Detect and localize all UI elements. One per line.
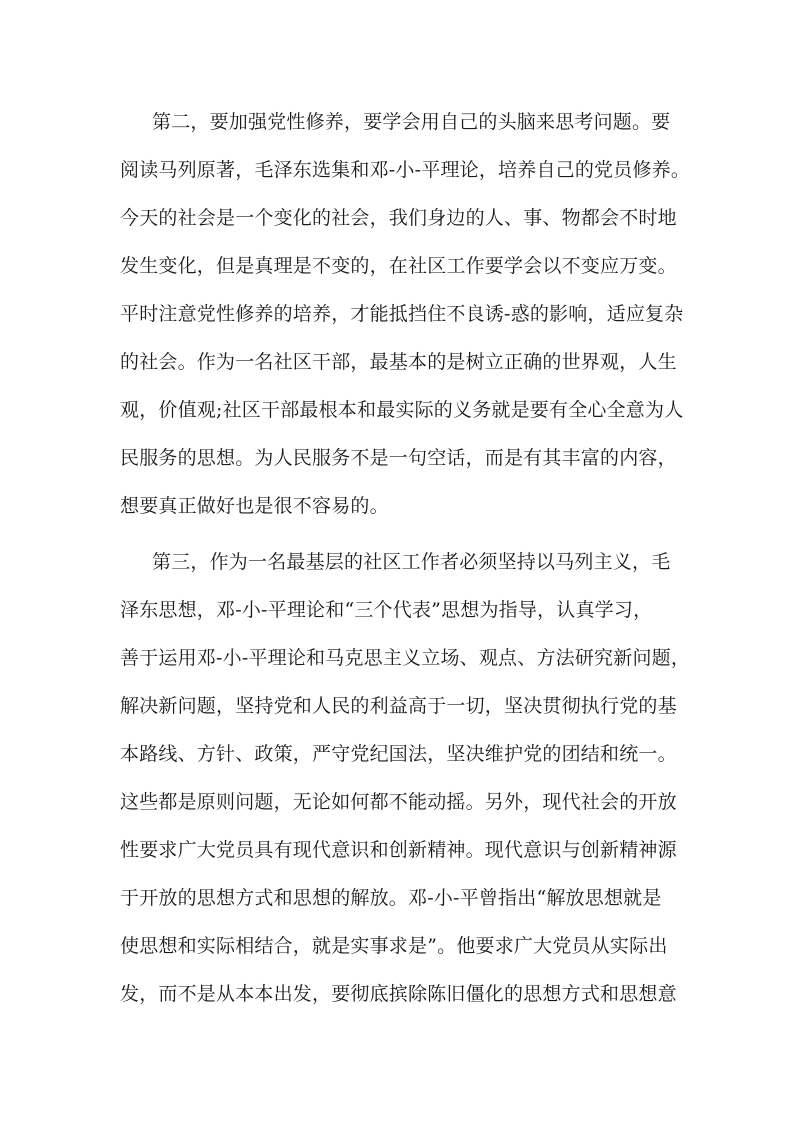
text-line: 解决新问题，坚持党和人民的利益高于一切，坚决贯彻执行党的基: [120, 695, 677, 717]
text-line: 发，而不是从本本出发，要彻底摈除陈旧僵化的思想方式和思想意: [120, 983, 677, 1005]
text-line: 发生变化，但是真理是不变的，在社区工作要学会以不变应万变。: [120, 255, 677, 277]
text-line: 性要求广大党员具有现代意识和创新精神。现代意识与创新精神源: [120, 839, 677, 861]
text-line: 第三，作为一名最基层的社区工作者必须坚持以马列主义，毛: [152, 551, 671, 573]
text-line: 泽东思想，邓-小-平理论和“三个代表”思想为指导，认真学习，: [120, 599, 653, 621]
text-line: 观，价值观;社区干部最根本和最实际的义务就是要有全心全意为人: [120, 399, 684, 421]
text-line: 的社会。作为一名社区干部，最基本的是树立正确的世界观，人生: [120, 351, 677, 373]
text-line: 第二，要加强党性修养，要学会用自己的头脑来思考问题。要: [152, 111, 671, 133]
text-line: 于开放的思想方式和思想的解放。邓-小-平曾指出“解放思想就是: [120, 887, 662, 909]
text-line: 想要真正做好也是很不容易的。: [120, 495, 389, 517]
text-line: 今天的社会是一个变化的社会，我们身边的人、事、物都会不时地: [120, 207, 677, 229]
text-line: 善于运用邓-小-平理论和马克思主义立场、观点、方法研究新问题，: [120, 647, 691, 669]
text-line: 这些都是原则问题，无论如何都不能动摇。另外，现代社会的开放: [120, 791, 677, 813]
text-line: 阅读马列原著，毛泽东选集和邓-小-平理论，培养自己的党员修养。: [120, 159, 691, 181]
text-line: 平时注意党性修养的培养，才能抵挡住不良诱-惑的影响，适应复杂: [120, 303, 684, 325]
text-line: 本路线、方针、政策，严守党纪国法，坚决维护党的团结和统一。: [120, 743, 677, 765]
text-line: 民服务的思想。为人民服务不是一句空话，而是有其丰富的内容，: [120, 447, 677, 469]
text-line: 使思想和实际相结合，就是实事求是”。他要求广大党员从实际出: [120, 935, 668, 957]
